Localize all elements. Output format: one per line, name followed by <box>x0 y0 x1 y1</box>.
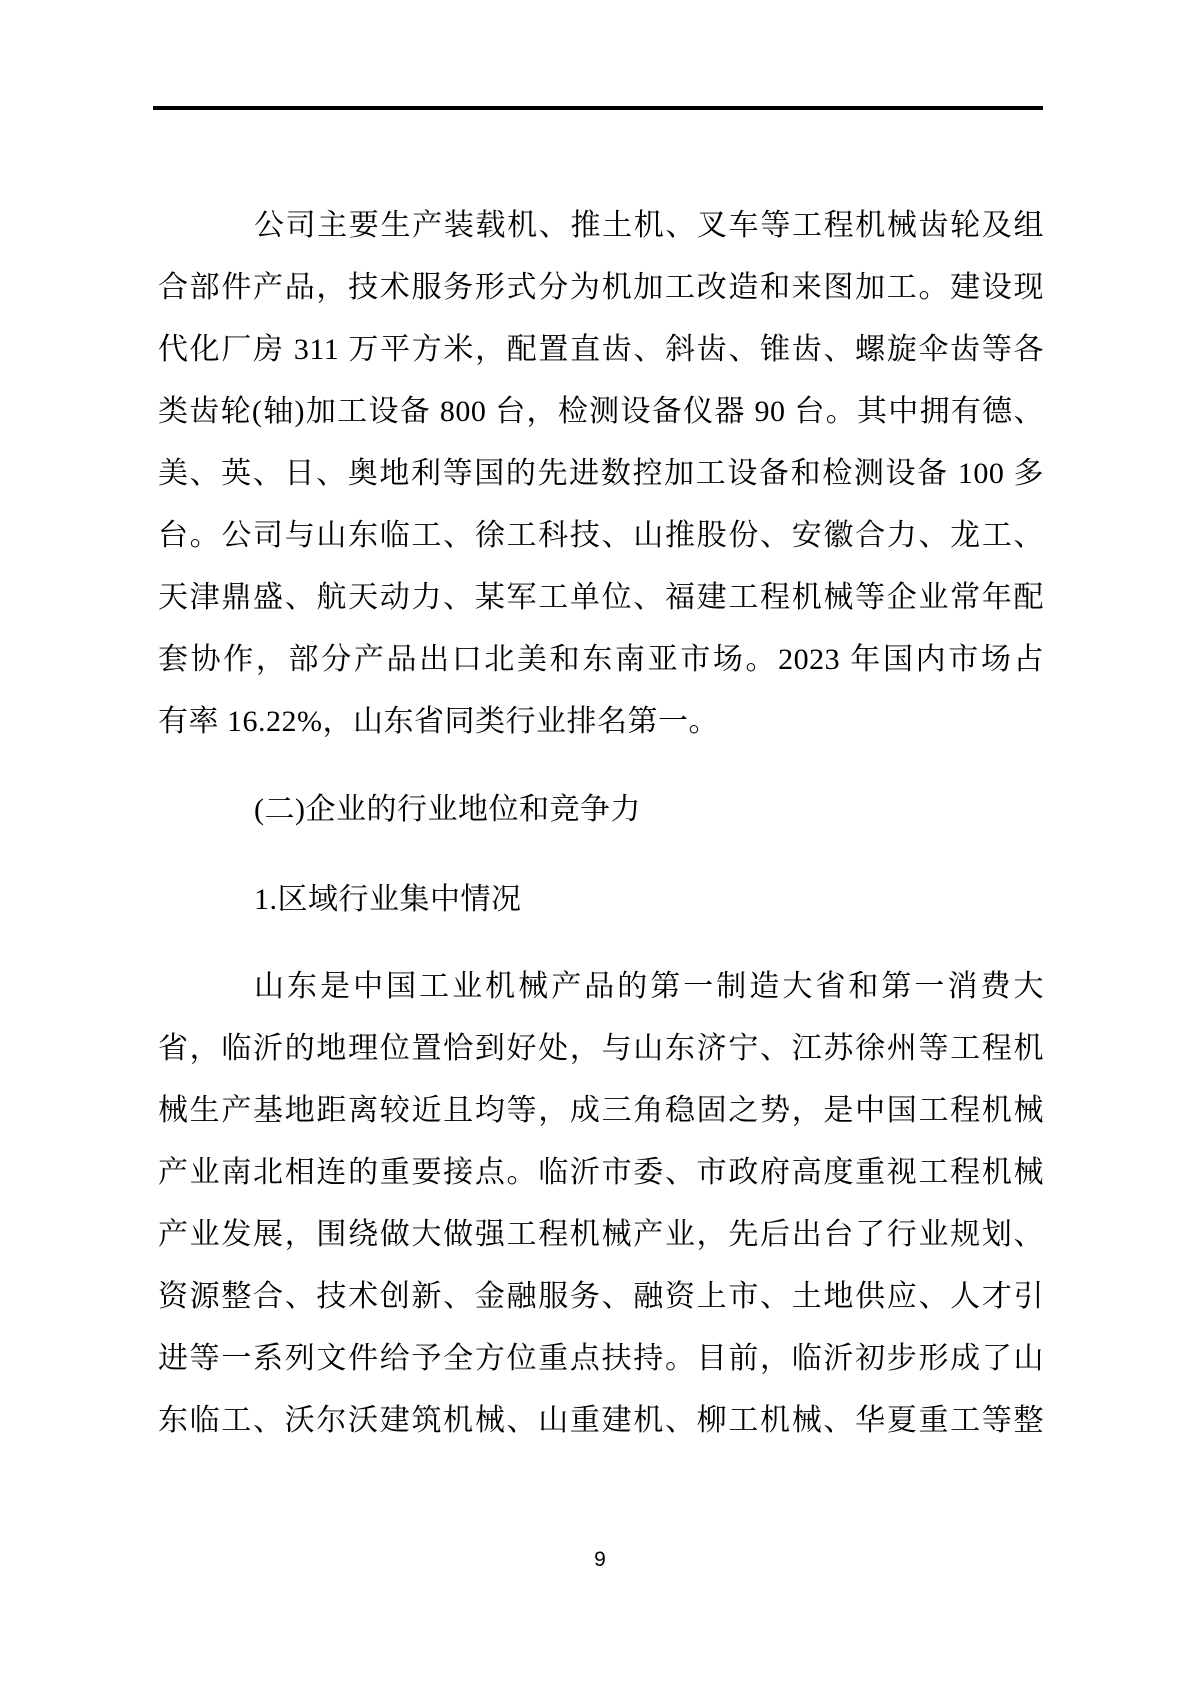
body-line: 省，临沂的地理位置恰到好处，与山东济宁、江苏徐州等工程机 <box>158 1032 1044 1065</box>
body-line: 械生产基地距离较近且均等，成三角稳固之势，是中国工程机械 <box>158 1094 1044 1127</box>
body-line: 套协作，部分产品出口北美和东南亚市场。2023 年国内市场占 <box>158 643 1044 676</box>
body-line: 进等一系列文件给予全方位重点扶持。目前，临沂初步形成了山 <box>158 1342 1044 1375</box>
paragraph-company-overview <box>158 195 1044 753</box>
body-line: 山东是中国工业机械产品的第一制造大省和第一消费大 <box>254 970 1044 1003</box>
document-body <box>158 195 1044 1452</box>
body-line: 东临工、沃尔沃建筑机械、山重建机、柳工机械、华夏重工等整 <box>158 1404 1044 1437</box>
header-rule <box>153 106 1043 110</box>
body-line: 资源整合、技术创新、金融服务、融资上市、土地供应、人才引 <box>158 1280 1044 1313</box>
body-line: 台。公司与山东临工、徐工科技、山推股份、安徽合力、龙工、 <box>158 519 1044 552</box>
body-line: 公司主要生产装载机、推土机、叉车等工程机械齿轮及组 <box>254 209 1044 242</box>
body-line: 产业发展，围绕做大做强工程机械产业，先后出台了行业规划、 <box>158 1218 1044 1251</box>
body-line: 类齿轮(轴)加工设备 800 台，检测设备仪器 90 台。其中拥有德、 <box>158 395 1044 428</box>
body-line: 有率 16.22%，山东省同类行业排名第一。 <box>158 705 719 738</box>
body-line: 产业南北相连的重要接点。临沂市委、市政府高度重视工程机械 <box>158 1156 1044 1189</box>
body-line: 代化厂房 311 万平方米，配置直齿、斜齿、锥齿、螺旋伞齿等各 <box>158 333 1044 366</box>
section-heading: (二)企业的行业地位和竞争力 <box>254 793 641 826</box>
subsection-heading: 1.区域行业集中情况 <box>254 883 522 916</box>
body-line: 天津鼎盛、航天动力、某军工单位、福建工程机械等企业常年配 <box>158 581 1044 614</box>
page-number: 9 <box>594 1548 606 1571</box>
body-line: 合部件产品，技术服务形式分为机加工改造和来图加工。建设现 <box>158 271 1044 304</box>
body-line: 美、英、日、奥地利等国的先进数控加工设备和检测设备 100 多 <box>158 457 1044 490</box>
paragraph-regional-industry <box>158 956 1044 1452</box>
